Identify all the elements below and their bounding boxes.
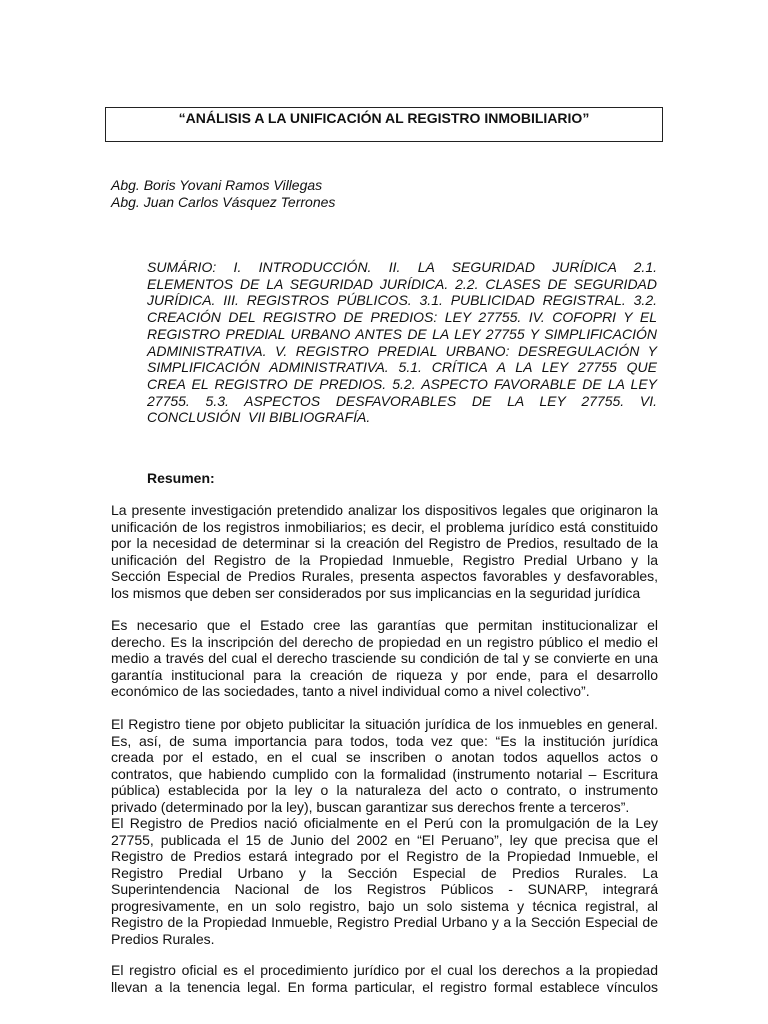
- paragraph-line: pública) establecida por la ley o la naturaleza del acto o contrato, o instrumento: [111, 782, 658, 798]
- summary-line: CREA EL REGISTRO DE PREDIOS. 5.2. ASPECTO FAVORABLE DE LA LEY: [147, 375, 657, 392]
- summary-line: CONCLUSIÓN VII BIBLIOGRAFÍA.: [147, 409, 371, 426]
- paragraph-line: creada por el estado, en el cual se inscriben o anotan todos aquellos actos o: [111, 749, 658, 765]
- paragraph-line: privado (determinado por la ley), buscan garantizar sus derechos frente a terceros”.: [111, 798, 630, 815]
- paragraph-line: progresivamente, en un solo registro, bajo un solo sistema y técnica registral, al: [111, 897, 658, 914]
- paragraph-line: El registro oficial es el procedimiento jurídico por el cual los derechos a la propiedad: [111, 962, 658, 978]
- body-paragraph: [111, 502, 658, 601]
- body-paragraph: [111, 962, 658, 995]
- summary-block: [147, 259, 657, 426]
- summary-line: REGISTRO PREDIAL URBANO ANTES DE LA LEY 27755 Y SIMPLIFICACIÓN: [147, 325, 657, 342]
- paragraph-line: garantía institucional para la creación de riqueza y por ende, para el desarrollo: [111, 666, 658, 683]
- paragraph-line: unificación del Registro de la Propiedad Inmueble, Registro Predial Urbano y la: [111, 551, 658, 568]
- paragraph-line: Registro de la Propiedad Inmueble, Registro Predial Urbano y a la Sección Especial de: [111, 914, 658, 930]
- paragraph-line: los mismos que deben ser considerados por sus implicancias en la seguridad jurídica: [111, 584, 641, 601]
- paragraph-line: Es, así, de suma importancia para todos, toda vez que: “Es la institución jurídica: [111, 732, 658, 749]
- paragraph-line: El Registro de Predios nació oficialmente en el Perú con la promulgación de la Ley: [111, 815, 658, 831]
- paragraph-line: contratos, que habiendo cumplido con la formalidad (instrumento notarial – Escritura: [111, 765, 658, 782]
- body-paragraph: [111, 617, 658, 700]
- paragraph-line: Registro de Predios estará integrado por el Registro de la Propiedad Inmueble, el: [111, 848, 658, 864]
- paragraph-line: económico de las sociedades, tanto a nivel individual como a nivel colectivo”.: [111, 683, 590, 699]
- summary-line: CREACIÓN DEL REGISTRO DE PREDIOS: LEY 27755. IV. COFOPRI Y EL: [147, 309, 657, 326]
- summary-line: SUMÁRIO: I. INTRODUCCIÓN. II. LA SEGURIDAD JURÍDICA 2.1.: [147, 259, 657, 275]
- body-paragraph: [111, 716, 658, 947]
- author-name: Abg. Boris Yovani Ramos Villegas: [111, 177, 323, 193]
- paragraph-line: Registro Predial Urbano y la Sección Especial de Predios Rurales. La: [111, 864, 658, 881]
- paragraph-line: La presente investigación pretendido analizar los dispositivos legales que originaron la: [111, 502, 658, 518]
- paragraph-line: Sección Especial de Predios Rurales, presenta aspectos favorables y desfavorables,: [111, 568, 658, 584]
- summary-line: SIMPLIFICACIÓN ADMINISTRATIVA. 5.1. CRÍTICA A LA LEY 27755 QUE: [147, 359, 657, 376]
- paragraph-line: medio a través del cual el derecho trasciende su condición de tal y se convierte en una: [111, 650, 658, 666]
- resumen-heading: Resumen:: [147, 470, 215, 486]
- paragraph-line: Superintendencia Nacional de los Registros Públicos - SUNARP, integrará: [111, 881, 658, 897]
- summary-line: 27755. 5.3. ASPECTOS DESFAVORABLES DE LA LEY 27755. VI.: [147, 392, 657, 409]
- paragraph-line: unificación de los registros inmobiliarios; es decir, el problema jurídico está constituido: [111, 518, 658, 535]
- summary-line: ADMINISTRATIVA. V. REGISTRO PREDIAL URBANO: DESREGULACIÓN Y: [147, 342, 657, 359]
- authors-block: [111, 177, 335, 210]
- paragraph-line: El Registro tiene por objeto publicitar la situación jurídica de los inmuebles en general.: [111, 716, 658, 732]
- title-box: [105, 107, 663, 142]
- document-title: “ANÁLISIS A LA UNIFICACIÓN AL REGISTRO INMOBILIARIO”: [178, 110, 590, 126]
- paragraph-line: Predios Rurales.: [111, 930, 215, 947]
- paragraph-line: 27755, publicada el 15 de Junio del 2002 en “El Peruano”, ley que precisa que el: [111, 831, 658, 848]
- summary-line: JURÍDICA. III. REGISTROS PÚBLICOS. 3.1. PUBLICIDAD REGISTRAL. 3.2.: [147, 292, 657, 309]
- paragraph-line: llevan a la tenencia legal. En forma particular, el registro formal establece vínculos: [111, 978, 658, 995]
- author-name: Abg. Juan Carlos Vásquez Terrones: [111, 193, 336, 210]
- paragraph-line: Es necesario que el Estado cree las garantías que permitan institucionalizar el: [111, 617, 658, 633]
- summary-line: ELEMENTOS DE LA SEGURIDAD JURÍDICA. 2.2. CLASES DE SEGURIDAD: [147, 275, 657, 292]
- paragraph-line: derecho. Es la inscripción del derecho de propiedad en un registro público el medio el: [111, 633, 658, 650]
- paragraph-line: por la necesidad de determinar si la creación del Registro de Predios, resultado de la: [111, 535, 658, 551]
